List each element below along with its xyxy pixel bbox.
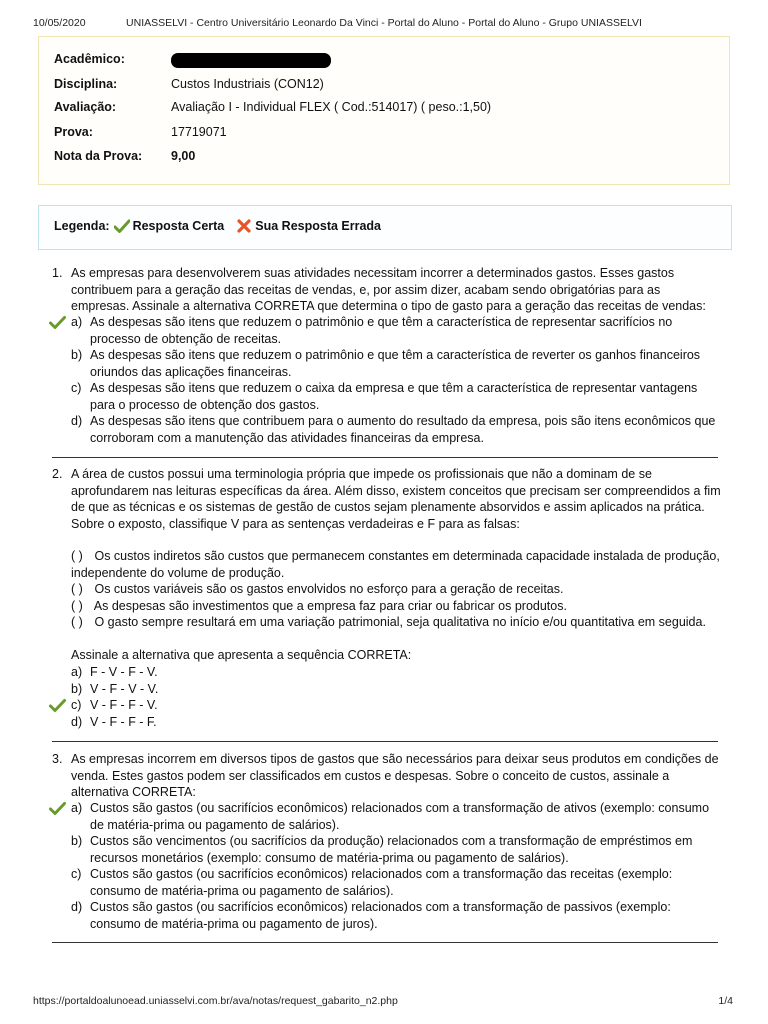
option-text: F - V - F - V. xyxy=(90,665,158,679)
legend-certa-label: Resposta Certa xyxy=(132,219,225,233)
statement-text: As despesas são investimentos que a empresa faz para criar ou fabricar os produtos. xyxy=(93,598,567,613)
statements-list xyxy=(52,548,720,631)
option-text: As despesas são itens que contribuem para o aumento do resultado da empresa, pois são itens econômicos que corroboram com a manutenção das atividades financeiras da empresa. xyxy=(90,414,716,445)
options-list xyxy=(52,314,720,446)
exam-info-panel xyxy=(38,36,730,185)
option-b xyxy=(52,347,720,380)
statement-1 xyxy=(52,548,720,581)
option-letter: c) xyxy=(71,867,82,881)
question-prompt: Assinale a alternativa que apresenta a sequência CORRETA: xyxy=(71,648,412,662)
avaliacao-value: Avaliação I - Individual FLEX ( Cod.:514017) ( peso.:1,50) xyxy=(171,100,492,114)
print-date: 10/05/2020 xyxy=(33,17,86,29)
statement-blank: ( ) xyxy=(71,549,83,563)
option-letter: b) xyxy=(71,348,83,362)
question-number: 2. xyxy=(52,467,63,481)
option-text: Custos são gastos (ou sacrifícios econômicos) relacionados com a transformação de passivos (exemplo: consumo de matéria-prima ou pagamento de juros). xyxy=(90,900,671,931)
option-letter: d) xyxy=(71,714,83,729)
question-text: A área de custos possui uma terminologia própria que impede os profissionais que não a dominam de se aprofundarem nas leituras específicas da área. Além disso, existem conceitos que precisam ser compreendidos a fim de que as técnicas e os sistemas de gestão de custos sejam plenamente absorvidos e assim aplicados na prática. Sobre o exposto, classifique V para as sentenças verdadeiras e F para as falsas: xyxy=(71,467,721,531)
option-text: Custos são gastos (ou sacrifícios econômicos) relacionados com a transformação das receitas (exemplo: consumo de matéria-prima ou pagamento de salários). xyxy=(90,867,673,898)
statement-2 xyxy=(52,581,720,598)
option-text: V - F - V - V. xyxy=(90,681,159,696)
question-separator xyxy=(52,741,718,742)
cross-icon xyxy=(236,219,252,233)
correct-answer-check-icon xyxy=(49,315,66,329)
academico-redacted xyxy=(171,53,331,69)
statement-4 xyxy=(52,614,720,631)
option-a xyxy=(52,314,720,347)
question-text: As empresas para desenvolverem suas atividades necessitam incorrer a determinados gastos. Esses gastos contribuem para a geração das receitas de vendas, e, por assim dizer, acabam sendo obrigatórias para as empresas. Assinale a alternativa CORRETA que determina o tipo de gasto para a geração das receitas de vendas: xyxy=(71,266,706,313)
nota-label: Nota da Prova: xyxy=(54,149,143,163)
option-b xyxy=(52,681,720,698)
option-text: As despesas são itens que reduzem o caixa da empresa e que têm a característica de representar vantagens para o processo de obtenção dos gastos. xyxy=(90,381,698,412)
option-b xyxy=(52,833,720,866)
options-list xyxy=(52,664,720,730)
option-letter: d) xyxy=(71,414,83,428)
option-c xyxy=(52,697,720,714)
option-letter: b) xyxy=(71,834,83,848)
option-letter: b) xyxy=(71,681,83,696)
academico-label: Acadêmico: xyxy=(54,52,125,66)
statement-blank: ( ) xyxy=(71,598,83,613)
statement-blank: ( ) xyxy=(71,582,83,596)
statement-3 xyxy=(52,598,720,615)
option-text: Custos são gastos (ou sacrifícios econômicos) relacionados com a transformação de ativos (exemplo: consumo de matéria-prima ou pagamento de salários). xyxy=(90,801,710,832)
question-number: 3. xyxy=(52,752,63,766)
correct-answer-check-icon xyxy=(49,801,66,815)
option-letter: c) xyxy=(71,698,82,712)
legend-errada-label: Sua Resposta Errada xyxy=(255,219,382,233)
legend-label: Legenda: xyxy=(54,219,110,233)
option-a xyxy=(52,664,720,681)
question-separator xyxy=(52,942,718,943)
question-text: As empresas incorrem em diversos tipos de gastos que são necessários para deixar seus produtos em condições de venda. Estes gastos podem ser classificados em custos e despesas. Sobre o conceito de custos, assinale a alternativa CORRETA: xyxy=(71,752,719,799)
legend-panel xyxy=(38,205,732,250)
option-d xyxy=(52,899,720,932)
option-letter: a) xyxy=(71,665,83,679)
option-text: Custos são vencimentos (ou sacrifícios da produção) relacionados com a transformação de empréstimos em recursos monetários (exemplo: consumo de matéria-prima ou pagamento de salários). xyxy=(90,834,693,865)
option-letter: c) xyxy=(71,381,82,395)
option-a xyxy=(52,800,720,833)
statement-text: O gasto sempre resultará em uma variação patrimonial, seja qualitativa no início e/ou quantitativa em seguida. xyxy=(94,615,706,629)
option-text: As despesas são itens que reduzem o patrimônio e que têm a característica de representar sacrifícios no processo de obtenção de receitas. xyxy=(90,315,673,346)
print-page-number: 1/4 xyxy=(718,995,733,1007)
option-letter: d) xyxy=(71,900,83,914)
statement-blank: ( ) xyxy=(71,615,83,629)
disciplina-value: Custos Industriais (CON12) xyxy=(171,77,324,91)
correct-answer-check-icon xyxy=(49,698,66,712)
prova-label: Prova: xyxy=(54,125,93,139)
statement-text: Os custos indiretos são custos que permanecem constantes em determinada capacidade instalada de produção, independente do volume de produção. xyxy=(71,549,720,580)
print-url: https://portaldoalunoead.uniasselvi.com.br/ava/notas/request_gabarito_n2.php xyxy=(33,995,398,1007)
disciplina-label: Disciplina: xyxy=(54,77,118,91)
option-d xyxy=(52,714,720,731)
option-c xyxy=(52,866,720,899)
options-list xyxy=(52,800,720,932)
question-number: 1. xyxy=(52,266,63,280)
option-letter: a) xyxy=(71,315,83,329)
question-separator xyxy=(52,457,718,458)
option-c xyxy=(52,380,720,413)
nota-value: 9,00 xyxy=(171,149,196,163)
prova-value: 17719071 xyxy=(171,125,227,139)
avaliacao-label: Avaliação: xyxy=(54,100,117,114)
option-text: V - F - F - F. xyxy=(90,714,157,729)
option-text: As despesas são itens que reduzem o patrimônio e que têm a característica de reverter os ganhos financeiros oriundos das aplicações financeiras. xyxy=(90,348,701,379)
check-icon xyxy=(114,219,130,233)
statement-text: Os custos variáveis são os gastos envolvidos no esforço para a geração de receitas. xyxy=(94,582,564,596)
option-letter: a) xyxy=(71,801,83,815)
option-d xyxy=(52,413,720,446)
option-text: V - F - F - V. xyxy=(90,698,158,712)
print-page-title: UNIASSELVI - Centro Universitário Leonardo Da Vinci - Portal do Aluno - Portal do Aluno - Grupo UNIASSELVI xyxy=(126,17,642,29)
